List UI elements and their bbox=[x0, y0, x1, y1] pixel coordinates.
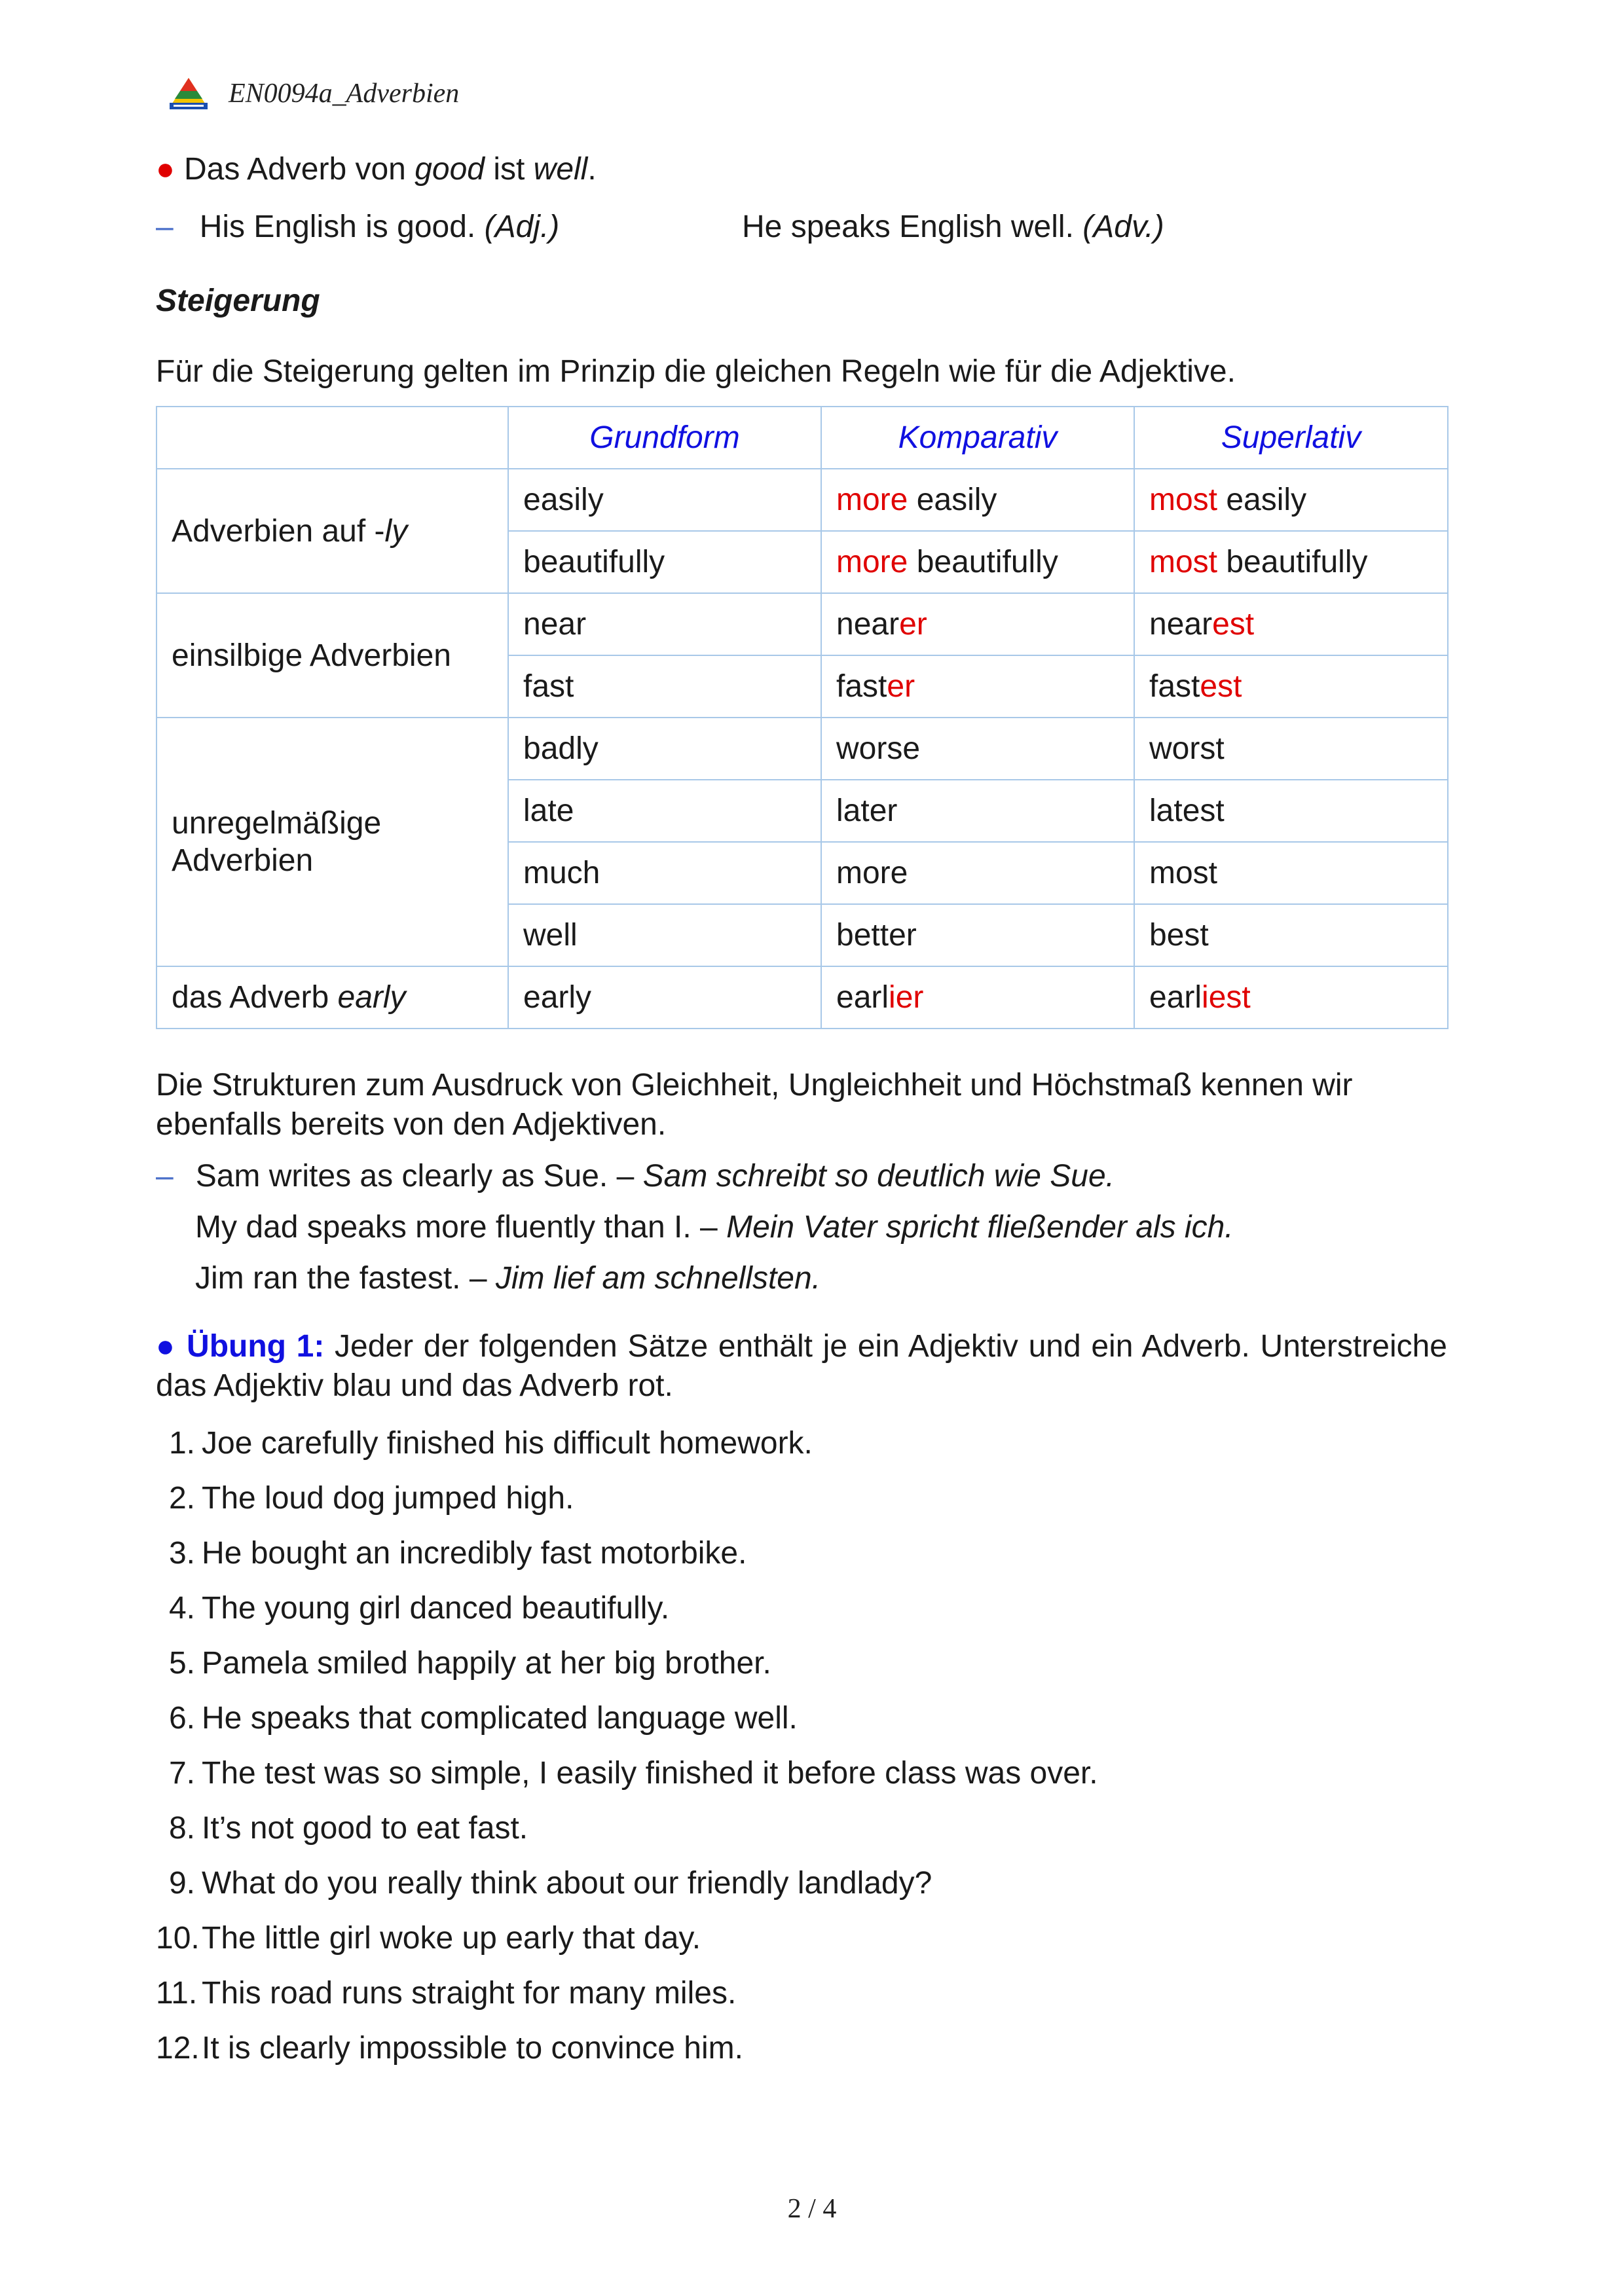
rule-text: Das Adverb von bbox=[184, 152, 415, 187]
page-content bbox=[156, 151, 1447, 2076]
superlative-cell bbox=[1134, 593, 1448, 655]
comparative-cell: later bbox=[821, 780, 1134, 842]
red-bullet-icon: ● bbox=[156, 152, 175, 187]
group-label: einsilbige Adverbien bbox=[157, 593, 508, 718]
exercise-text: Jeder der folgenden Sätze enthält je ein Adjektiv und ein Adverb. Unterstreiche das Adjektiv blau und das Adverb rot. bbox=[156, 1329, 1447, 1404]
group-label-text: Adverbien bbox=[172, 843, 314, 879]
rule-text: ist bbox=[484, 152, 534, 187]
highlight-part: ier bbox=[889, 980, 924, 1015]
word-part: easily bbox=[1217, 483, 1307, 518]
rule-text: . bbox=[587, 152, 597, 187]
group-label bbox=[157, 718, 508, 966]
comparative-cell: better bbox=[821, 904, 1134, 966]
word-part: beautifully bbox=[1217, 545, 1368, 580]
list-item bbox=[156, 1471, 1447, 1526]
base-form-cell: early bbox=[508, 966, 821, 1029]
rule-word-good: good bbox=[415, 152, 485, 187]
comparison-table bbox=[156, 406, 1449, 1029]
example-adverb bbox=[742, 208, 1164, 246]
column-header: Grundform bbox=[508, 407, 821, 469]
base-form-cell: fast bbox=[508, 655, 821, 718]
table-row bbox=[157, 966, 1448, 1029]
item-text: Joe carefully finished his difficult homework. bbox=[202, 1426, 813, 1461]
comparative-cell bbox=[821, 593, 1134, 655]
column-header: Superlativ bbox=[1134, 407, 1448, 469]
highlight-part: most bbox=[1149, 483, 1218, 518]
structure-example bbox=[156, 1260, 1447, 1298]
highlight-part: est bbox=[1200, 669, 1242, 704]
item-text: It’s not good to eat fast. bbox=[202, 1811, 528, 1846]
section-heading: Steigerung bbox=[156, 283, 320, 319]
comparative-cell: more bbox=[821, 842, 1134, 904]
dash-icon: – bbox=[156, 209, 174, 244]
superlative-cell: best bbox=[1134, 904, 1448, 966]
item-number: 12. bbox=[156, 2031, 200, 2066]
base-form-cell: much bbox=[508, 842, 821, 904]
word-part: near bbox=[1149, 607, 1213, 642]
item-text: The young girl danced beautifully. bbox=[202, 1591, 670, 1626]
item-number: 9. bbox=[168, 1866, 195, 1901]
item-number: 1. bbox=[168, 1426, 195, 1461]
good-well-rule bbox=[156, 151, 1447, 189]
group-label bbox=[157, 469, 508, 593]
group-label-suffix: ly bbox=[384, 513, 408, 549]
list-item bbox=[156, 2021, 1447, 2076]
list-item bbox=[156, 1801, 1447, 1856]
item-number: 4. bbox=[168, 1591, 195, 1626]
highlight-part: est bbox=[1212, 607, 1255, 642]
list-item bbox=[156, 1966, 1447, 2021]
example-german: Mein Vater spricht fließender als ich. bbox=[726, 1209, 1234, 1245]
word-part: earl bbox=[836, 980, 889, 1015]
table-row bbox=[157, 593, 1448, 655]
structure-example bbox=[156, 1209, 1447, 1247]
list-item bbox=[156, 1911, 1447, 1966]
word-part: easily bbox=[908, 483, 997, 518]
base-form-cell: late bbox=[508, 780, 821, 842]
highlight-part: more bbox=[836, 483, 908, 518]
item-text: Pamela smiled happily at her big brother. bbox=[202, 1646, 771, 1681]
item-number: 5. bbox=[168, 1646, 195, 1681]
item-number: 3. bbox=[168, 1536, 195, 1571]
comparative-cell bbox=[821, 469, 1134, 531]
dash-icon: – bbox=[156, 1159, 174, 1194]
item-text: The little girl woke up early that day. bbox=[202, 1921, 701, 1956]
item-text: It is clearly impossible to convince him. bbox=[202, 2031, 743, 2066]
superlative-cell: most bbox=[1134, 842, 1448, 904]
rule-word-well: well bbox=[533, 152, 588, 187]
example-english: Sam writes as clearly as Sue. – bbox=[195, 1159, 643, 1194]
group-label bbox=[157, 966, 508, 1029]
item-text: The test was so simple, I easily finished it before class was over. bbox=[202, 1756, 1098, 1791]
example-text: He speaks English well. bbox=[742, 209, 1083, 244]
list-item bbox=[156, 1746, 1447, 1801]
group-label-text: das Adverb bbox=[172, 980, 338, 1015]
item-number: 10. bbox=[156, 1921, 200, 1956]
highlight-part: more bbox=[836, 545, 908, 580]
list-item bbox=[156, 1526, 1447, 1581]
table-corner-cell bbox=[157, 407, 508, 469]
item-number: 7. bbox=[168, 1756, 195, 1791]
superlative-cell bbox=[1134, 469, 1448, 531]
group-label-text: unregelmäßige bbox=[172, 805, 382, 841]
page-header bbox=[167, 71, 459, 117]
item-text: This road runs straight for many miles. bbox=[202, 1976, 737, 2011]
base-form-cell: beautifully bbox=[508, 531, 821, 593]
comparative-cell bbox=[821, 966, 1134, 1029]
list-item bbox=[156, 1416, 1447, 1471]
example-text: His English is good. bbox=[199, 209, 485, 244]
base-form-cell: near bbox=[508, 593, 821, 655]
item-text: He bought an incredibly fast motorbike. bbox=[202, 1536, 747, 1571]
list-item bbox=[156, 1691, 1447, 1746]
word-part: fast bbox=[1149, 669, 1200, 704]
table-row bbox=[157, 469, 1448, 531]
item-number: 6. bbox=[168, 1701, 195, 1736]
item-text: He speaks that complicated language well. bbox=[202, 1701, 798, 1736]
exercise-list bbox=[156, 1416, 1447, 2076]
example-german: Jim lief am schnellsten. bbox=[495, 1260, 821, 1296]
exercise-instruction bbox=[156, 1327, 1447, 1406]
table-header-row bbox=[157, 407, 1448, 469]
base-form-cell: badly bbox=[508, 718, 821, 780]
superlative-cell bbox=[1134, 966, 1448, 1029]
list-item bbox=[156, 1636, 1447, 1691]
exercise-title: ● Übung 1: bbox=[156, 1329, 325, 1364]
comparative-cell bbox=[821, 655, 1134, 718]
item-number: 11. bbox=[156, 1976, 198, 2011]
list-item bbox=[156, 1581, 1447, 1636]
highlight-part: er bbox=[887, 669, 915, 704]
superlative-cell bbox=[1134, 531, 1448, 593]
document-id: EN0094a_Adverbien bbox=[229, 79, 460, 109]
word-part: near bbox=[836, 607, 900, 642]
item-number: 2. bbox=[168, 1481, 195, 1516]
example-tag: (Adv.) bbox=[1082, 209, 1164, 244]
example-tag: (Adj.) bbox=[484, 209, 560, 244]
example-german: Sam schreibt so deutlich wie Sue. bbox=[642, 1159, 1115, 1194]
highlight-part: er bbox=[899, 607, 927, 642]
item-number: 8. bbox=[168, 1811, 195, 1846]
page-number: 2 / 4 bbox=[787, 2194, 837, 2224]
item-text: What do you really think about our friendly landlady? bbox=[202, 1866, 932, 1901]
list-item bbox=[156, 1856, 1447, 1911]
highlight-part: most bbox=[1149, 545, 1218, 580]
lernwolf-logo-icon bbox=[167, 77, 210, 111]
column-header: Komparativ bbox=[821, 407, 1134, 469]
word-part: fast bbox=[836, 669, 887, 704]
example-adjective bbox=[156, 208, 742, 246]
structure-example bbox=[156, 1157, 1447, 1195]
superlative-cell: latest bbox=[1134, 780, 1448, 842]
item-text: The loud dog jumped high. bbox=[202, 1481, 574, 1516]
steigerung-intro: Für die Steigerung gelten im Prinzip die gleichen Regeln wie für die Adjektive. bbox=[156, 354, 1236, 389]
base-form-cell: easily bbox=[508, 469, 821, 531]
comparative-cell bbox=[821, 531, 1134, 593]
word-part: earl bbox=[1149, 980, 1202, 1015]
example-english: My dad speaks more fluently than I. – bbox=[195, 1209, 727, 1245]
table-row bbox=[157, 718, 1448, 780]
group-label-word: early bbox=[337, 980, 406, 1015]
word-part: beautifully bbox=[908, 545, 1058, 580]
good-well-examples bbox=[156, 208, 1447, 246]
superlative-cell bbox=[1134, 655, 1448, 718]
example-english: Jim ran the fastest. – bbox=[195, 1260, 496, 1296]
highlight-part: iest bbox=[1202, 980, 1251, 1015]
base-form-cell: well bbox=[508, 904, 821, 966]
comparative-cell: worse bbox=[821, 718, 1134, 780]
group-label-text: Adverbien auf - bbox=[172, 513, 385, 549]
structures-paragraph: Die Strukturen zum Ausdruck von Gleichheit, Ungleichheit und Höchstmaß kennen wir ebenfalls bereits von den Adjektiven. bbox=[156, 1068, 1353, 1142]
superlative-cell: worst bbox=[1134, 718, 1448, 780]
